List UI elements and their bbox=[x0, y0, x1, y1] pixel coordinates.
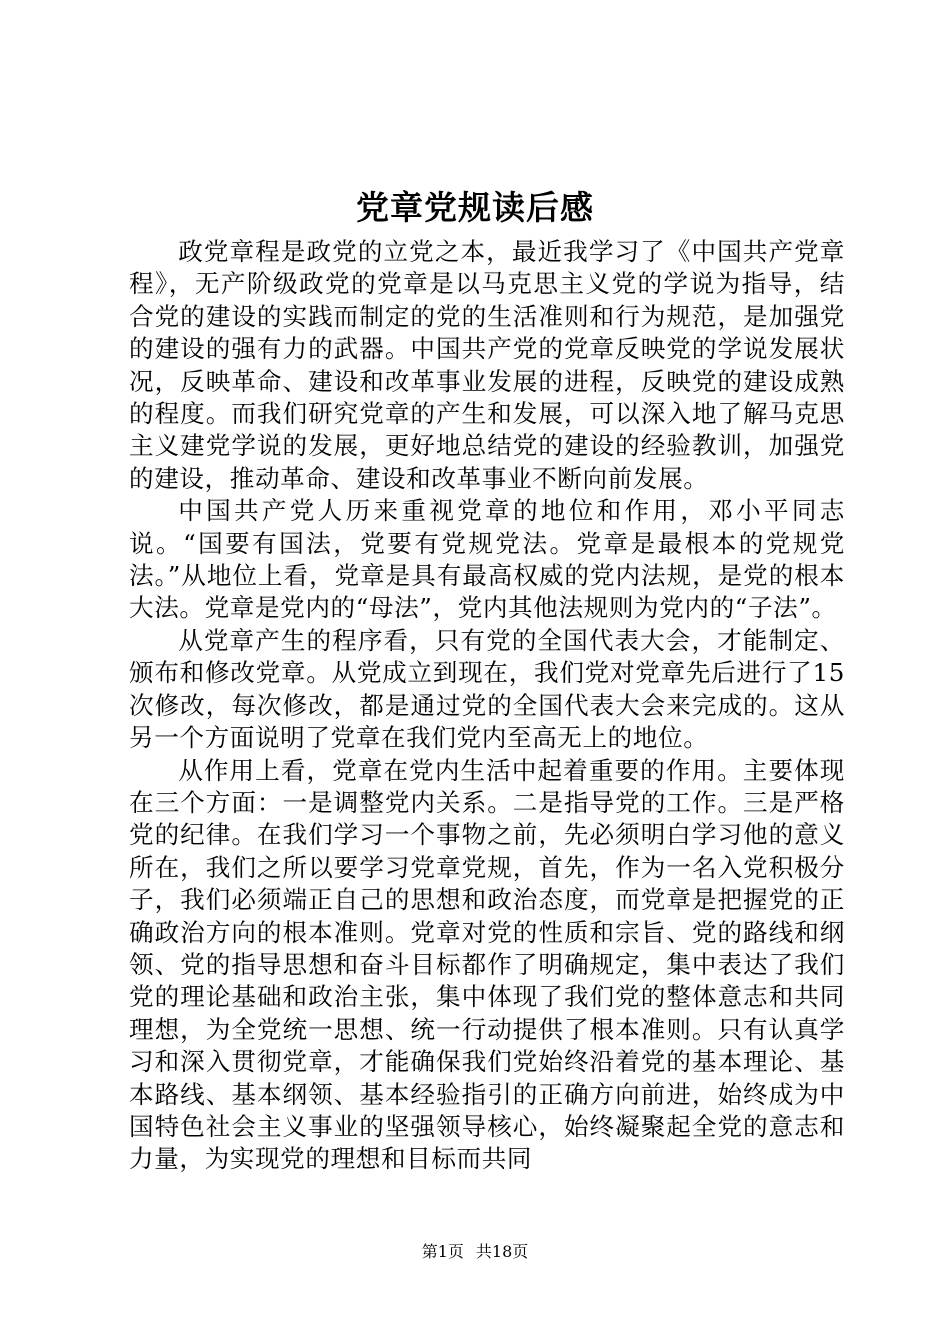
paragraph-4: 从作用上看，党章在党内生活中起着重要的作用。主要体现在三个方面：一是调整党内关系。二是指导党的工作。三是严格党的纪律。在我们学习一个事物之前，先必须明白学习他的意义所在，我们之所以要学习党章党规，首先，作为一名入党积极分子，我们必须端正自己的思想和政治态度，而党章是把握党的正确政治方向的根本准则。党章对党的性质和宗旨、党的路线和纲领、党的指导思想和奋斗目标都作了明确规定，集中表达了我们党的理论基础和政治主张，集中体现了我们党的整体意志和共同理想，为全党统一思想、统一行动提供了根本准则。只有认真学习和深入贯彻党章，才能确保我们党始终沿着党的基本理论、基本路线、基本纲领、基本经验指引的正确方向前进，始终成为中国特色社会主义事业的坚强领导核心，始终凝聚起全党的意志和力量，为实现党的理想和目标而共同 bbox=[129, 755, 845, 1174]
document-body bbox=[129, 236, 845, 1176]
page-number: 第1页 bbox=[421, 1242, 464, 1261]
page-total: 共18页 bbox=[475, 1242, 529, 1261]
paragraph-1: 政党章程是政党的立党之本，最近我学习了《中国共产党章程》，无产阶级政党的党章是以马克思主义党的学说为指导，结合党的建设的实践而制定的党的生活准则和行为规范，是加强党的建设的强有力的武器。中国共产党的党章反映党的学说发展状况，反映革命、建设和改革事业发展的进程，反映党的建设成熟的程度。而我们研究党章的产生和发展，可以深入地了解马克思主义建党学说的发展，更好地总结党的建设的经验教训，加强党的建设，推动革命、建设和改革事业不断向前发展。 bbox=[129, 237, 845, 493]
paragraph-3: 从党章产生的程序看，只有党的全国代表大会，才能制定、颁布和修改党章。从党成立到现在，我们党对党章先后进行了15次修改，每次修改，都是通过党的全国代表大会来完成的。这从另一个方面说明了党章在我们党内至高无上的地位。 bbox=[129, 625, 845, 753]
page-footer bbox=[0, 1240, 950, 1264]
document-title: 党章党规读后感 bbox=[356, 188, 594, 227]
paragraph-2: 中国共产党人历来重视党章的地位和作用，邓小平同志说。“国要有国法，党要有党规党法。党章是最根本的党规党法。”从地位上看，党章是具有最高权威的党内法规，是党的根本大法。党章是党内的“母法”，党内其他法规则为党内的“子法”。 bbox=[129, 496, 845, 623]
